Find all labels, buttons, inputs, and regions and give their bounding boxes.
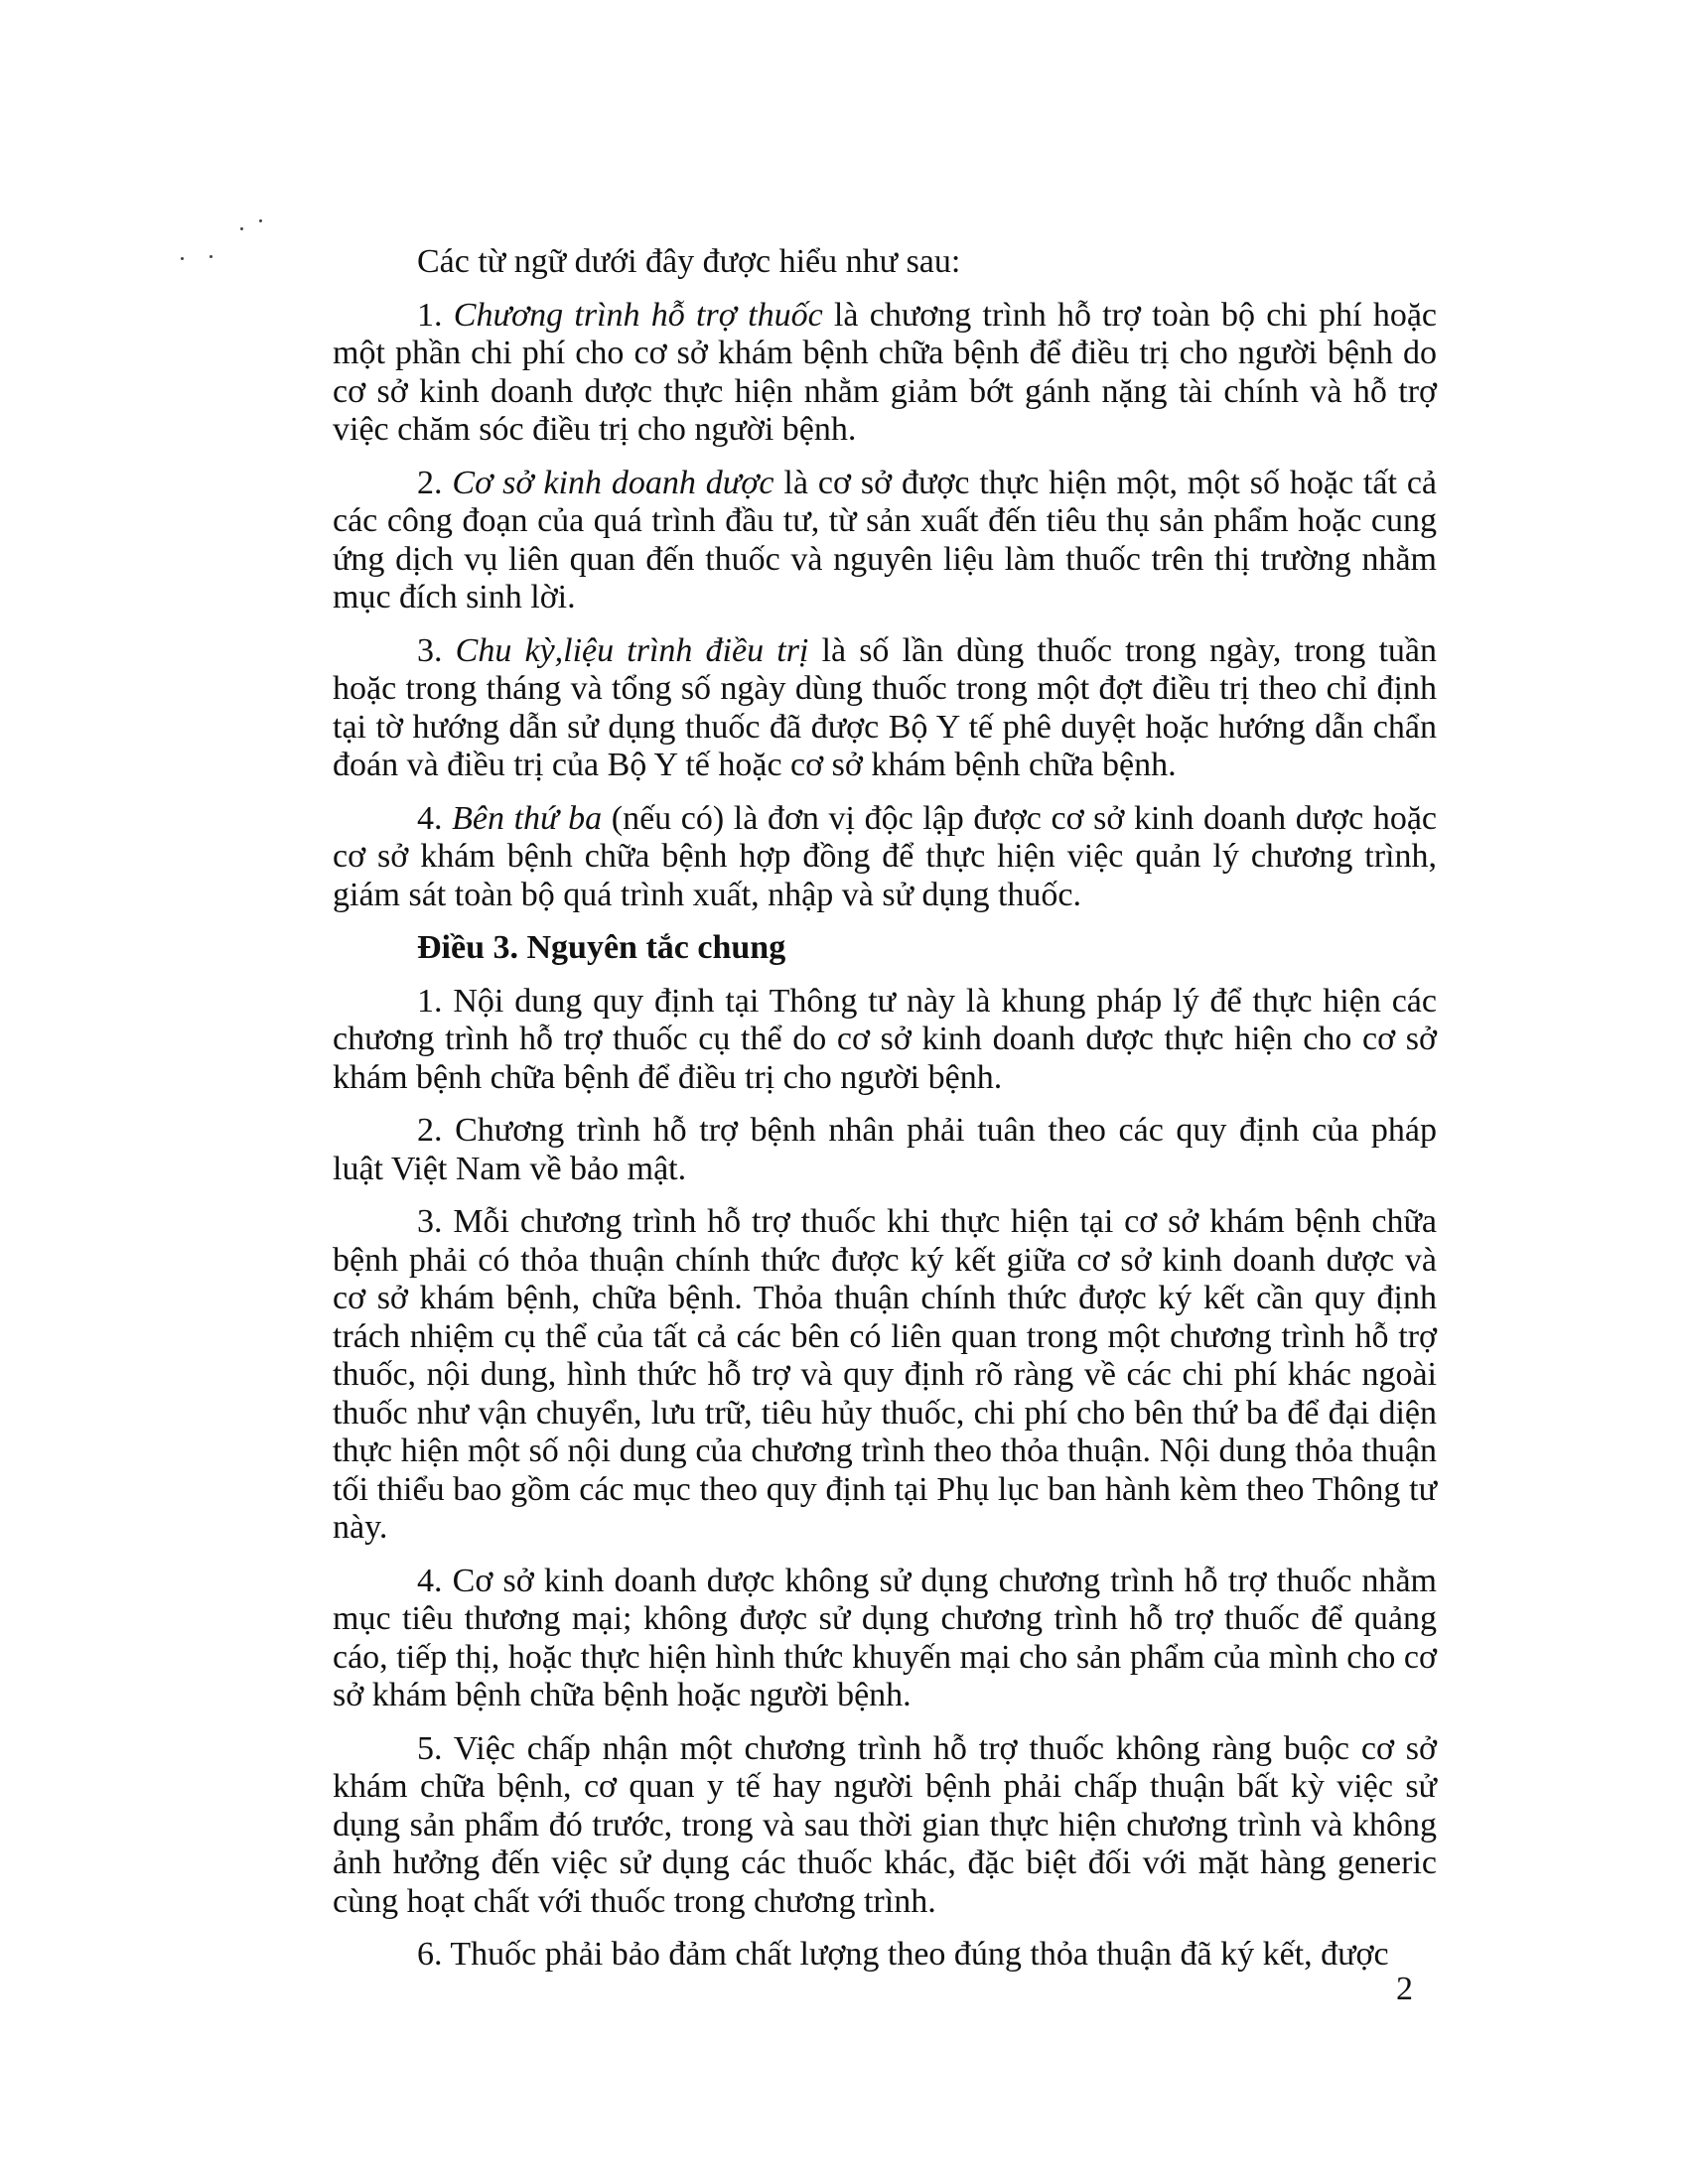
principle-paragraph-2: 2. Chương trình hỗ trợ bệnh nhân phải tuân theo các quy định của pháp luật Việt Nam về bảo mật. — [333, 1112, 1437, 1187]
principle-paragraph-1: 1. Nội dung quy định tại Thông tư này là khung pháp lý để thực hiện các chương trình hỗ trợ thuốc cụ thể do cơ sở kinh doanh dược thực hiện cho cơ sở khám bệnh chữa bệnh để điều trị cho người bệnh. — [333, 982, 1437, 1096]
definition-paragraph-3 — [333, 632, 1437, 785]
scan-specks — [179, 213, 278, 263]
scan-speck — [240, 227, 243, 230]
scan-speck — [259, 219, 262, 222]
definition-term: Cơ sở kinh doanh dược — [452, 464, 774, 501]
definition-paragraph-4 — [333, 800, 1437, 915]
definition-text: là cơ sở được thực hiện một, một số hoặc tất cả các công đoạn của quá trình đầu tư, từ sản xuất đến tiêu thụ sản phẩm hoặc cung ứng dịch vụ liên quan đến thuốc và nguyên liệu làm thuốc trên thị trường nhằm mục đích sinh lời. — [333, 464, 1437, 615]
definition-term: Bên thứ ba — [452, 799, 603, 837]
scan-speck — [210, 255, 212, 258]
definition-text: là số lần dùng thuốc trong ngày, trong tuần hoặc trong tháng và tổng số ngày dùng thuốc trong một đợt điều trị theo chỉ định tại tờ hướng dẫn sử dụng thuốc đã được Bộ Y tế phê duyệt hoặc hướng dẫn chẩn đoán và điều trị của Bộ Y tế hoặc cơ sở khám bệnh chữa bệnh. — [333, 631, 1437, 783]
principle-paragraph-4: 4. Cơ sở kinh doanh dược không sử dụng chương trình hỗ trợ thuốc nhằm mục tiêu thương mại; không được sử dụng chương trình hỗ trợ thuốc để quảng cáo, tiếp thị, hoặc thực hiện hình thức khuyến mại cho sản phẩm của mình cho cơ sở khám bệnh chữa bệnh hoặc người bệnh. — [333, 1562, 1437, 1713]
definition-number: 3. — [417, 631, 456, 669]
definition-paragraph-1 — [333, 297, 1437, 450]
definition-paragraph-2 — [333, 465, 1437, 617]
scan-speck — [181, 257, 184, 260]
definition-number: 4. — [417, 799, 453, 837]
principle-paragraph-6: 6. Thuốc phải bảo đảm chất lượng theo đúng thỏa thuận đã ký kết, được — [417, 1936, 1389, 1973]
definition-number: 2. — [417, 464, 453, 501]
definition-number: 1. — [417, 296, 454, 334]
definition-text: là chương trình hỗ trợ toàn bộ chi phí hoặc một phần chi phí cho cơ sở khám bệnh chữa bệnh để điều trị cho người bệnh do cơ sở kinh doanh dược thực hiện nhằm giảm bớt gánh nặng tài chính và hỗ trợ việc chăm sóc điều trị cho người bệnh. — [333, 296, 1437, 448]
article-heading: Điều 3. Nguyên tắc chung — [417, 929, 786, 966]
principle-paragraph-5: 5. Việc chấp nhận một chương trình hỗ trợ thuốc không ràng buộc cơ sở khám chữa bệnh, cơ quan y tế hay người bệnh phải chấp thuận bất kỳ việc sử dụng sản phẩm đó trước, trong và sau thời gian thực hiện chương trình và không ảnh hưởng đến việc sử dụng các thuốc khác, đặc biệt đối với mặt hàng generic cùng hoạt chất với thuốc trong chương trình. — [333, 1729, 1437, 1920]
page-number: 2 — [1396, 1971, 1413, 2007]
definition-text: (nếu có) là đơn vị độc lập được cơ sở kinh doanh dược hoặc cơ sở khám bệnh chữa bệnh hợp đồng để thực hiện việc quản lý chương trình, giám sát toàn bộ quá trình xuất, nhập và sử dụng thuốc. — [333, 799, 1438, 913]
intro-paragraph: Các từ ngữ dưới đây được hiểu như sau: — [417, 243, 961, 280]
definition-term: Chương trình hỗ trợ thuốc — [453, 296, 823, 334]
definition-term: Chu kỳ,liệu trình điều trị — [455, 631, 809, 669]
principle-paragraph-3: 3. Mỗi chương trình hỗ trợ thuốc khi thực hiện tại cơ sở khám bệnh chữa bệnh phải có thỏa thuận chính thức được ký kết giữa cơ sở kinh doanh dược và cơ sở khám bệnh, chữa bệnh. Thỏa thuận chính thức được ký kết cần quy định trách nhiệm cụ thể của tất cả các bên có liên quan trong một chương trình hỗ trợ thuốc, nội dung, hình thức hỗ trợ và quy định rõ ràng về các chi phí khác ngoài thuốc như vận chuyển, lưu trữ, tiêu hủy thuốc, chi phí cho bên thứ ba để đại diện thực hiện một số nội dung của chương trình theo thỏa thuận. Nội dung thỏa thuận tối thiểu bao gồm các mục theo quy định tại Phụ lục ban hành kèm theo Thông tư này. — [333, 1203, 1437, 1546]
document-body — [333, 243, 1437, 1989]
